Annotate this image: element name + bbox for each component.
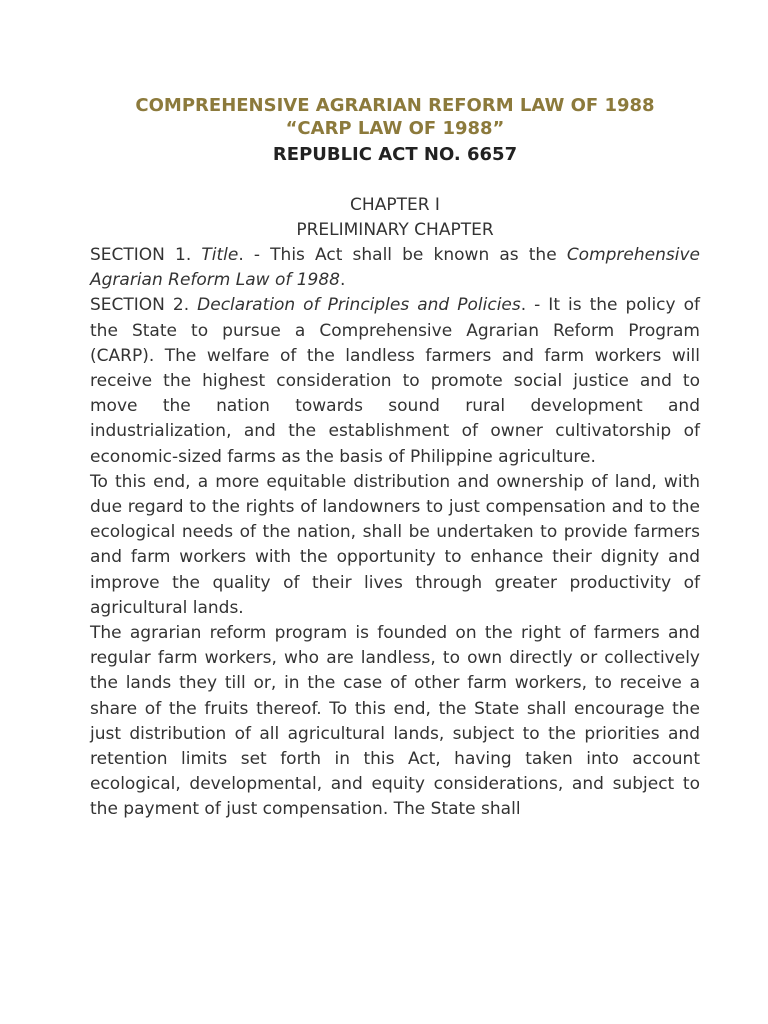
section-2 — [90, 293, 700, 469]
section-1-label: SECTION 1. — [90, 245, 202, 265]
section-1-end: . — [340, 270, 346, 291]
section-2-heading: Declaration of Principles and Policies — [197, 295, 521, 316]
chapter-number: CHAPTER I — [350, 195, 440, 215]
document-title: COMPREHENSIVE AGRARIAN REFORM LAW OF 1988 — [135, 95, 655, 116]
section-2-label: SECTION 2. — [90, 295, 198, 316]
section-1-text: . - This Act shall be known as the — [238, 245, 567, 265]
paragraph: The agrarian reform program is founded on the right of farmers and regular farm workers, who are landless, to own directly or collectively the lands they till or, in the case of other farm workers, to receive a share of the fruits thereof. To this end, the State shall encourage the just distribution of all agricultural lands, subject to the priorities and retention limits set forth in this Act, having taken into account ecological, developmental, and equity considerations, and subject to the payment of just compensation. The State shall — [90, 623, 700, 820]
paragraph: To this end, a more equitable distribution and ownership of land, with due regard to the rights of landowners to just compensation and to the ecological needs of the nation, shall be undertaken to provide farmers and farm workers with the opportunity to enhance their dignity and improve the quality of their lives through greater productivity of agricultural lands. — [90, 471, 700, 618]
chapter-title: PRELIMINARY CHAPTER — [296, 220, 494, 240]
republic-act-number: REPUBLIC ACT NO. 6657 — [272, 144, 518, 165]
document-page — [90, 93, 700, 823]
section-1-heading: Title — [201, 245, 239, 265]
document-subtitle: “CARP LAW OF 1988” — [285, 118, 505, 139]
section-1 — [90, 243, 700, 293]
section-1-act-name: Comprehensive Agrarian Reform Law of 1988 — [90, 245, 700, 291]
section-2-text: . - It is the policy of the State to pursue a Comprehensive Agrarian Reform Program (CARP). The welfare of the landless farmers and farm workers will receive the highest consideration to promote social justice and to move the nation towards sound rural development and industrialization, and the establishment of owner cultivatorship of economic-sized farms as the basis of Philippine agriculture. — [90, 295, 700, 467]
